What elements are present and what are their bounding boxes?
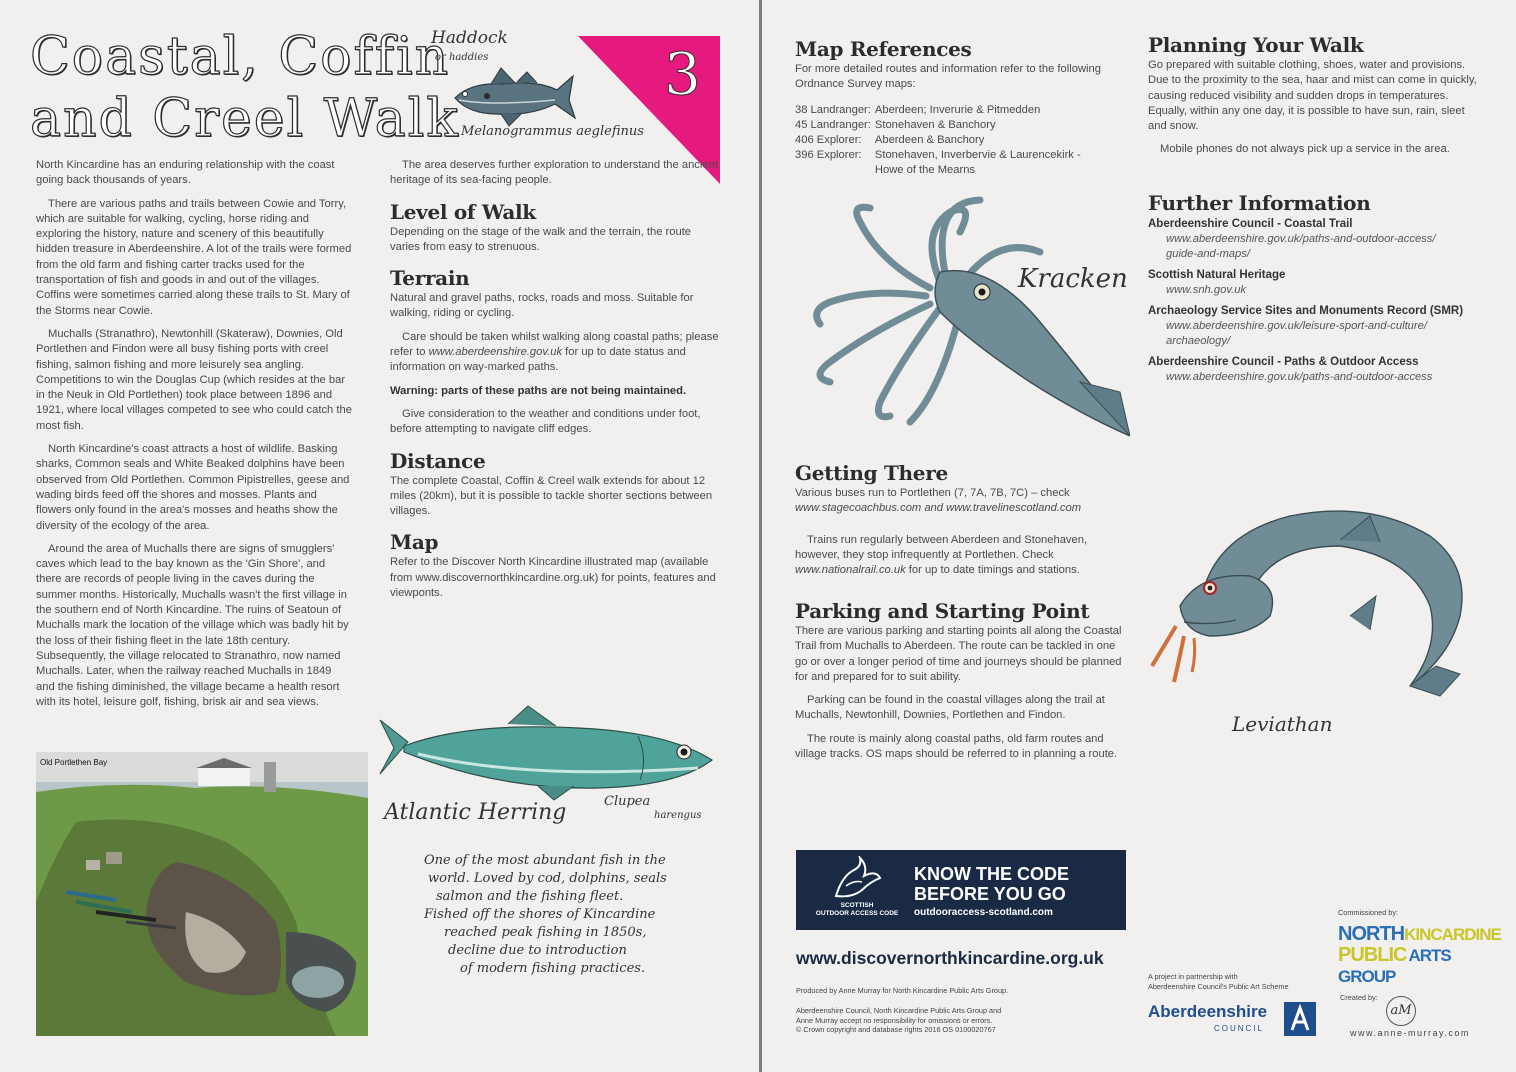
aberdeenshire-council-logo xyxy=(1148,1002,1318,1042)
getting-there-section xyxy=(795,462,1125,586)
haddock-latin: Melanogrammus aeglefinus xyxy=(461,124,644,139)
os-maps-table xyxy=(795,103,1105,178)
mobile-text: Mobile phones do not always pick up a service in the area. xyxy=(1160,143,1450,156)
disclaimer-line: © Crown copyright and database rights 2016 OS 0100020767 xyxy=(796,1025,996,1034)
list-item xyxy=(1148,354,1488,385)
planning-section xyxy=(1148,34,1480,166)
care-link[interactable]: www.aberdeenshire.gov.uk xyxy=(428,346,563,359)
access-code-headline-line2: BEFORE YOU GO xyxy=(914,884,1066,904)
parking-paragraph: Parking can be found in the coastal villages along the trail at Muchalls, Newtonhill, Downies, Portlethen and Findon. xyxy=(795,694,1105,722)
planning-text: Go prepared with suitable clothing, shoes, water and provisions. Due to the proximity to the sea, haar and mist can come in quickly, causing reduced visibility and sudden drops in temperatures. Equally, within any one day, it is possible to have sun, rain, sleet and snow. xyxy=(1148,59,1477,133)
map-heading: Map xyxy=(390,530,439,555)
haddock-fish-drawing xyxy=(451,60,577,130)
parking-paragraph: There are various parking and starting points all along the Coastal Trail from Muchalls to Aberdeen. The route can be tackled in one go or over a longer period of time and journeys should be planned for and prepared for to suit ability. xyxy=(795,625,1122,683)
further-link-url[interactable]: guide-and-maps/ xyxy=(1166,248,1250,260)
intro-paragraph-1: North Kincardine has an enduring relationship with the coast going back thousands of years. xyxy=(36,159,335,187)
further-info-section xyxy=(1148,192,1488,385)
map-references-section xyxy=(795,38,1125,178)
leviathan-illustration xyxy=(1140,496,1480,752)
further-link-url[interactable]: www.aberdeenshire.gov.uk/leisure-sport-and-culture/ xyxy=(1166,320,1427,332)
parking-heading: Parking and Starting Point xyxy=(795,599,1090,623)
kracken-label: Kracken xyxy=(1018,264,1128,294)
intro-paragraph-2: There are various paths and trails between Cowie and Torry, which are suitable for walking, cycling, horse riding and exploring the history, nature and scenery of this beautifully hidden treasure in Aberdeenshire. A lot of the trails were formed from the old farm and fishing carter tracks used for the transportation of fish and goods in and out of the villages. Coffins were sometimes carried along these trails to St. Mary of the Storms near Cowie. xyxy=(36,197,352,317)
partnership-note xyxy=(1148,972,1348,991)
leviathan-fish-drawing xyxy=(1140,496,1480,706)
map-code: 396 Explorer: xyxy=(795,148,862,161)
walk-details-column xyxy=(390,158,720,609)
getting-links[interactable]: www.stagecoachbus.com and www.travelinescotland.com xyxy=(795,502,1082,515)
level-text: Depending on the stage of the walk and the terrain, the route varies from easy to strenuous. xyxy=(390,225,692,253)
further-link-url[interactable]: www.aberdeenshire.gov.uk/paths-and-outdoor-access/ xyxy=(1166,233,1436,245)
intro-paragraph-3: Muchalls (Stranathro), Newtonhill (Skateraw), Downies, Old Portlethen and Findon were all busy fishing ports with creel fishing, salmon fishing and more leisurely sea angling. Competitions to win the Douglas Cup (which resides at the bar in the Neuk in Old Portlethen) took place between 1896 and 1921, where local villages competed to see who could catch the most fish. xyxy=(36,327,352,432)
warning-text: Warning: parts of these paths are not being maintained. xyxy=(390,384,687,397)
herring-note xyxy=(424,852,724,978)
partnership-line2: Aberdeenshire Council's Public Art Scheme xyxy=(1148,981,1289,991)
further-link-url[interactable]: www.snh.gov.uk xyxy=(1166,284,1247,296)
herring-note-line: of modern fishing practices. xyxy=(460,961,646,976)
distance-heading: Distance xyxy=(390,448,486,473)
map-text: Refer to the Discover North Kincardine illustrated map (available from www.discovernorthkincardine.org.uk) for points, features and viewponts. xyxy=(390,556,716,600)
kracken-illustration xyxy=(790,192,1130,440)
council-a-icon xyxy=(1284,1002,1316,1036)
weather-text: Give consideration to the weather and conditions under foot, before attempting to navigate cliff edges. xyxy=(390,407,701,436)
created-by: Created by: xyxy=(1340,992,1378,1002)
council-sub: COUNCIL xyxy=(1214,1024,1265,1033)
terrain-heading: Terrain xyxy=(390,266,470,291)
nkpag-word: PUBLIC xyxy=(1338,943,1407,966)
haddock-name: Haddock xyxy=(431,28,508,48)
trains-text xyxy=(795,533,1125,579)
further-link-url[interactable]: archaeology/ xyxy=(1166,335,1231,347)
anne-murray-monogram: aM xyxy=(1386,996,1416,1026)
nkpag-word: KINCARDINE xyxy=(1404,924,1501,944)
further-link-title: Archaeology Service Sites and Monuments Record (SMR) xyxy=(1148,305,1464,317)
haddock-alt-name: or haddies xyxy=(435,52,489,63)
nkpag-logo xyxy=(1338,908,1501,1002)
herring-note-line: Fished off the shores of Kincardine xyxy=(424,907,656,922)
map-code: 45 Landranger: xyxy=(795,118,871,131)
council-name: Aberdeenshire xyxy=(1148,1002,1268,1021)
list-item xyxy=(1148,303,1488,349)
herring-common-name: Atlantic Herring xyxy=(384,800,567,825)
trains-text-part2: for up to date timings and stations. xyxy=(905,564,1080,577)
title-line-1: Coastal, Coffin xyxy=(30,27,451,87)
intro-column xyxy=(36,158,352,718)
access-code-logo-line2: OUTDOOR ACCESS CODE xyxy=(815,910,899,917)
trains-link[interactable]: www.nationalrail.co.uk xyxy=(795,564,906,577)
herring-note-line: reached peak fishing in 1850s, xyxy=(444,925,647,940)
access-code-headline-line1: KNOW THE CODE xyxy=(914,864,1069,884)
old-portlethen-bay-photo xyxy=(36,752,368,1036)
produced-by: Produced by Anne Murray for North Kincardine Public Arts Group. xyxy=(796,986,1009,995)
further-link-title: Aberdeenshire Council - Coastal Trail xyxy=(1148,218,1353,230)
herring-latin-1: Clupea xyxy=(604,794,651,809)
list-item xyxy=(1148,216,1488,262)
herring-latin-2: harengus xyxy=(654,810,702,821)
getting-heading: Getting There xyxy=(795,461,948,485)
trains-text-part1: Trains run regularly between Aberdeen and Stonehaven, however, they stop infrequently at Portlethen. Check xyxy=(795,533,1088,561)
further-link-url[interactable]: www.aberdeenshire.gov.uk/paths-and-outdoor-access xyxy=(1166,371,1433,383)
anne-murray-url[interactable]: www.anne-murray.com xyxy=(1350,1028,1470,1038)
partnership-line1: A project in partnership with xyxy=(1148,972,1238,981)
parking-paragraph: The route is mainly along coastal paths, old farm routes and village tracks. OS maps should be referred to in planning a route. xyxy=(795,732,1118,761)
nkpag-wordmark xyxy=(1338,922,1501,987)
map-ref-intro: For more detailed routes and information refer to the following Ordnance Survey maps: xyxy=(795,63,1101,91)
title-line-2: and Creel Walk xyxy=(30,89,460,149)
disclaimer-line: Aberdeenshire Council, North Kincardine Public Arts Group and xyxy=(796,1006,1002,1015)
haddock-illustration xyxy=(425,20,644,160)
care-text xyxy=(390,330,720,376)
list-item xyxy=(1148,267,1488,298)
access-code-url[interactable]: outdooraccess-scotland.com xyxy=(914,907,1053,918)
page-fold xyxy=(759,0,762,1072)
herring-note-line: salmon and the fishing fleet. xyxy=(436,889,624,904)
further-link-title: Scottish Natural Heritage xyxy=(1148,269,1286,281)
herring-fish-drawing xyxy=(378,702,718,802)
commissioned-by: Commissioned by: xyxy=(1338,908,1399,917)
bay-scene xyxy=(36,752,368,1036)
leviathan-label: Leviathan xyxy=(1232,712,1333,736)
table-row xyxy=(795,133,1105,148)
care-text-part2: for up to date status and information on way-marked paths. xyxy=(390,346,686,374)
access-code-logo-line1: SCOTTISH xyxy=(840,902,874,909)
map-name: Aberdeen; Inverurie & Pitmedden xyxy=(874,103,1041,116)
outdoor-access-code-banner[interactable] xyxy=(796,850,1126,930)
map-name: Aberdeen & Banchory xyxy=(874,133,985,146)
map-ref-heading: Map References xyxy=(795,37,972,61)
map-code: 38 Landranger: xyxy=(795,103,871,116)
nkpag-word: NORTH xyxy=(1338,922,1405,945)
access-code-headline xyxy=(914,864,1069,904)
table-row xyxy=(795,118,1105,133)
walk-number: 3 xyxy=(664,40,701,108)
terrain-text: Natural and gravel paths, rocks, roads and moss. Suitable for walking, riding or cycling. xyxy=(390,292,694,320)
nkpag-word: ARTS GROUP xyxy=(1338,945,1451,986)
disclaimer xyxy=(796,1006,1096,1035)
intro-paragraph-4: North Kincardine's coast attracts a host of wildlife. Basking sharks, Common seals and White Beaked dolphins have been observed from Old Portlethen. Common Pipistrelles, geese and wading birds feed off the shores and mosses. Plants and flowers only found in the area's mosses and heaths show the diversity of the ecology of the area. xyxy=(36,443,350,532)
further-heading: Further Information xyxy=(1148,191,1371,215)
map-name: Stonehaven & Banchory xyxy=(874,118,996,131)
intro-paragraph-5: Around the area of Muchalls there are signs of smugglers' caves which lead to the bay known as the 'Gin Shore', and there are records of people living in the caves during the summer months. Historically, Muchalls wasn't the first village in the southern end of North Kincardine. The ruins of Seatoun of Muchalls mark the location of the village which was badly hit by the loss of their fishing fleet in the late 18th century. Subsequently, the village relocated to Stranathro, now named Muchalls. Later, when the railway reached Muchalls in 1849 and the fishing diminished, the village became a health resort with its hotel, leisure golf, fishing, brisk air and sea views. xyxy=(36,542,349,708)
explore-text: The area deserves further exploration to understand the ancient heritage of its sea-facing people. xyxy=(390,159,718,187)
table-row xyxy=(795,103,1105,118)
herring-illustration xyxy=(378,702,718,838)
access-code-logo-text xyxy=(812,902,902,918)
care-text-part1: Care should be taken whilst walking along coastal paths; please refer to xyxy=(390,330,719,359)
level-heading: Level of Walk xyxy=(390,199,536,224)
disclaimer-line: Anne Murray accept no responsibility for omissions or errors. xyxy=(796,1015,993,1025)
squid-drawing xyxy=(790,192,1130,440)
herring-note-line: decline due to introduction xyxy=(448,943,627,958)
table-row xyxy=(795,148,1105,178)
planning-heading: Planning Your Walk xyxy=(1148,33,1364,57)
herring-note-line: world. Loved by cod, dolphins, seals xyxy=(428,871,667,886)
website-link[interactable]: www.discovernorthkincardine.org.uk xyxy=(796,948,1104,968)
hands-bird-icon xyxy=(832,856,882,900)
herring-note-line: One of the most abundant fish in the xyxy=(424,853,666,868)
getting-text: Various buses run to Portlethen (7, 7A, 7B, 7C) – check xyxy=(795,487,1070,499)
distance-text: The complete Coastal, Coffin & Creel walk extends for about 12 miles (20km), but it is possible to tackle shorter sections between villages. xyxy=(390,474,713,518)
map-code: 406 Explorer: xyxy=(795,133,862,146)
map-name: Stonehaven, Inverbervie & Laurencekirk - Howe of the Mearns xyxy=(874,148,1081,176)
walk-title xyxy=(30,28,460,148)
photo-caption: Old Portlethen Bay xyxy=(40,758,108,767)
parking-section xyxy=(795,600,1125,770)
further-link-title: Aberdeenshire Council - Paths & Outdoor Access xyxy=(1148,356,1419,368)
